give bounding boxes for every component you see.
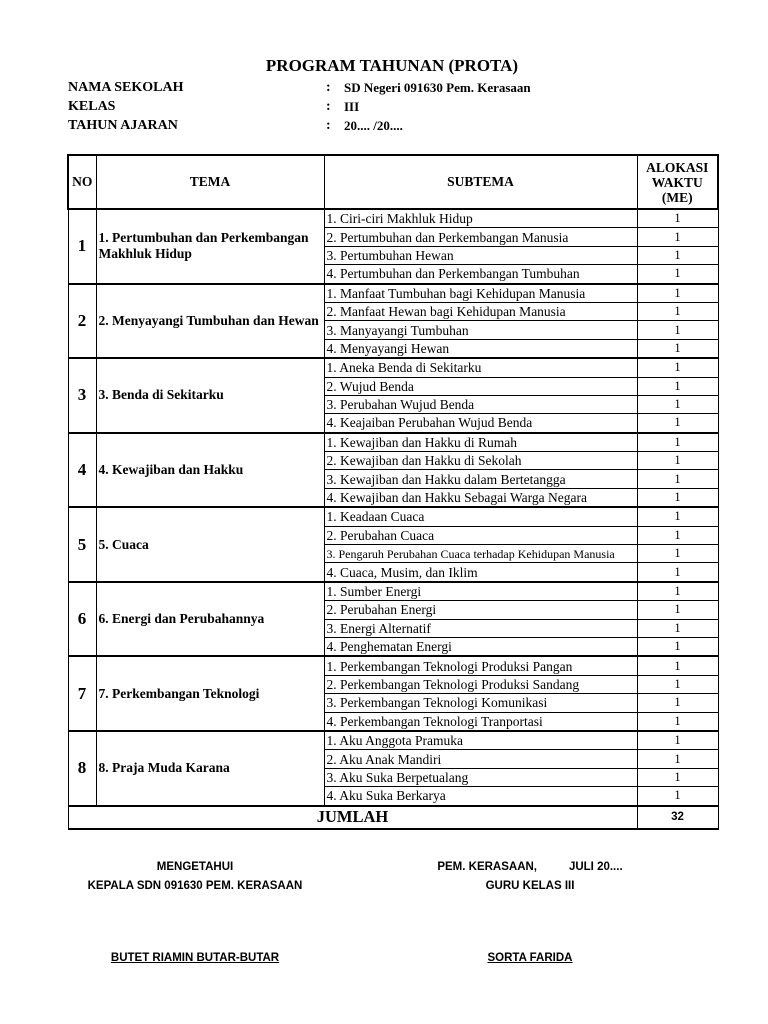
subtema-cell: 2. Manfaat Hewan bagi Kehidupan Manusia <box>324 302 637 320</box>
info-value: III <box>344 99 360 114</box>
alokasi-cell: 1 <box>637 507 718 526</box>
subtema-cell: 2. Wujud Benda <box>324 377 637 395</box>
info-colon: : <box>326 118 331 133</box>
info-label: TAHUN AJARAN <box>68 118 178 133</box>
tema-name: 6. Energi dan Perubahannya <box>96 582 324 657</box>
info-colon: : <box>326 80 331 95</box>
jumlah-label: JUMLAH <box>68 806 637 829</box>
alokasi-cell: 1 <box>637 787 718 806</box>
alokasi-cell: 1 <box>637 582 718 601</box>
alokasi-cell: 1 <box>637 228 718 246</box>
tema-number: 2 <box>68 284 96 359</box>
header-alokasi-line: (ME) <box>661 189 693 205</box>
header-alokasi <box>637 155 718 209</box>
alokasi-cell: 1 <box>637 488 718 507</box>
signature-left-line1: MENGETAHUI <box>156 861 234 873</box>
signature-right-name: SORTA FARIDA <box>487 952 573 964</box>
alokasi-cell: 1 <box>637 284 718 303</box>
signature-left-line2: KEPALA SDN 091630 PEM. KERASAAN <box>87 880 303 892</box>
tema-name: 7. Perkembangan Teknologi <box>96 656 324 731</box>
subtema-cell: 2. Pertumbuhan dan Perkembangan Manusia <box>324 228 637 246</box>
subtema-cell: 4. Kewajiban dan Hakku Sebagai Warga Negara <box>324 488 637 507</box>
subtema-cell: 3. Energi Alternatif <box>324 619 637 637</box>
signature-right-line1: PEM. KERASAAN, JULI 20.... <box>437 861 623 873</box>
tema-number: 8 <box>68 731 96 806</box>
subtema-cell: 2. Kewajiban dan Hakku di Sekolah <box>324 452 637 470</box>
subtema-cell: 2. Aku Anak Mandiri <box>324 750 637 768</box>
alokasi-cell: 1 <box>637 768 718 786</box>
subtema-cell: 3. Perubahan Wujud Benda <box>324 395 637 413</box>
alokasi-cell: 1 <box>637 470 718 488</box>
tema-number: 5 <box>68 507 96 582</box>
alokasi-cell: 1 <box>637 526 718 544</box>
prota-table <box>67 154 719 830</box>
subtema-cell: 1. Kewajiban dan Hakku di Rumah <box>324 433 637 452</box>
document-title: PROGRAM TAHUNAN (PROTA) <box>265 56 519 75</box>
subtema-cell: 4. Keajaiban Perubahan Wujud Benda <box>324 414 637 433</box>
tema-name: 8. Praja Muda Karana <box>96 731 324 806</box>
tema-number: 4 <box>68 433 96 508</box>
header-alokasi-line: ALOKASI <box>646 159 709 175</box>
alokasi-cell: 1 <box>637 694 718 712</box>
header-subtema: SUBTEMA <box>324 155 637 209</box>
alokasi-cell: 1 <box>637 619 718 637</box>
alokasi-cell: 1 <box>637 358 718 377</box>
subtema-cell: 4. Pertumbuhan dan Perkembangan Tumbuhan <box>324 265 637 284</box>
subtema-cell: 3. Pertumbuhan Hewan <box>324 246 637 264</box>
alokasi-cell: 1 <box>637 321 718 339</box>
alokasi-cell: 1 <box>637 377 718 395</box>
signature-right-line2: GURU KELAS III <box>485 880 575 892</box>
alokasi-cell: 1 <box>637 637 718 656</box>
subtema-cell: 4. Perkembangan Teknologi Tranportasi <box>324 712 637 731</box>
info-label: KELAS <box>68 99 116 114</box>
alokasi-cell: 1 <box>637 452 718 470</box>
tema-name: 1. Pertumbuhan dan Perkembangan Makhluk Hidup <box>96 209 324 284</box>
info-value: SD Negeri 091630 Pem. Kerasaan <box>344 80 531 95</box>
tema-number: 3 <box>68 358 96 433</box>
alokasi-cell: 1 <box>637 601 718 619</box>
subtema-cell: 4. Menyayangi Hewan <box>324 339 637 358</box>
info-colon: : <box>326 99 331 114</box>
alokasi-cell: 1 <box>637 675 718 693</box>
subtema-cell: 1. Aku Anggota Pramuka <box>324 731 637 750</box>
subtema-cell: 2. Perubahan Energi <box>324 601 637 619</box>
tema-name: 4. Kewajiban dan Hakku <box>96 433 324 508</box>
subtema-cell: 1. Perkembangan Teknologi Produksi Pangan <box>324 656 637 675</box>
subtema-cell: 4. Cuaca, Musim, dan Iklim <box>324 563 637 582</box>
signature-left-name: BUTET RIAMIN BUTAR-BUTAR <box>110 952 280 964</box>
subtema-cell: 4. Penghematan Energi <box>324 637 637 656</box>
alokasi-cell: 1 <box>637 656 718 675</box>
table-row <box>68 731 718 750</box>
subtema-cell: 3. Perkembangan Teknologi Komunikasi <box>324 694 637 712</box>
alokasi-cell: 1 <box>637 339 718 358</box>
header-alokasi-line: WAKTU <box>651 174 703 190</box>
alokasi-cell: 1 <box>637 712 718 731</box>
alokasi-cell: 1 <box>637 395 718 413</box>
tema-number: 6 <box>68 582 96 657</box>
jumlah-value: 32 <box>637 806 718 829</box>
tema-name: 3. Benda di Sekitarku <box>96 358 324 433</box>
header-tema: TEMA <box>96 155 324 209</box>
alokasi-cell: 1 <box>637 545 718 563</box>
subtema-cell: 2. Perkembangan Teknologi Produksi Sandang <box>324 675 637 693</box>
subtema-cell: 3. Aku Suka Berpetualang <box>324 768 637 786</box>
table-row <box>68 209 718 228</box>
subtema-cell: 3. Manyayangi Tumbuhan <box>324 321 637 339</box>
tema-name: 2. Menyayangi Tumbuhan dan Hewan <box>96 284 324 359</box>
subtema-cell: 1. Keadaan Cuaca <box>324 507 637 526</box>
subtema-cell: 1. Manfaat Tumbuhan bagi Kehidupan Manusia <box>324 284 637 303</box>
subtema-cell: 3. Pengaruh Perubahan Cuaca terhadap Kehidupan Manusia <box>324 545 637 563</box>
tema-number: 1 <box>68 209 96 284</box>
alokasi-cell: 1 <box>637 246 718 264</box>
tema-number: 7 <box>68 656 96 731</box>
table-row <box>68 582 718 601</box>
table-row <box>68 358 718 377</box>
subtema-cell: 2. Perubahan Cuaca <box>324 526 637 544</box>
table-row <box>68 284 718 303</box>
alokasi-cell: 1 <box>637 414 718 433</box>
alokasi-cell: 1 <box>637 302 718 320</box>
alokasi-cell: 1 <box>637 265 718 284</box>
info-value: 20.... /20.... <box>344 118 403 133</box>
subtema-cell: 1. Ciri-ciri Makhluk Hidup <box>324 209 637 228</box>
table-row <box>68 433 718 452</box>
alokasi-cell: 1 <box>637 209 718 228</box>
table-header-row <box>68 155 718 209</box>
alokasi-cell: 1 <box>637 750 718 768</box>
subtema-cell: 3. Kewajiban dan Hakku dalam Bertetangga <box>324 470 637 488</box>
alokasi-cell: 1 <box>637 433 718 452</box>
subtema-cell: 1. Sumber Energi <box>324 582 637 601</box>
table-row <box>68 507 718 526</box>
subtema-cell: 1. Aneka Benda di Sekitarku <box>324 358 637 377</box>
alokasi-cell: 1 <box>637 731 718 750</box>
info-label: NAMA SEKOLAH <box>68 80 184 95</box>
alokasi-cell: 1 <box>637 563 718 582</box>
subtema-cell: 4. Aku Suka Berkarya <box>324 787 637 806</box>
header-no: NO <box>68 155 96 209</box>
tema-name: 5. Cuaca <box>96 507 324 582</box>
table-row <box>68 656 718 675</box>
jumlah-row <box>68 806 718 829</box>
